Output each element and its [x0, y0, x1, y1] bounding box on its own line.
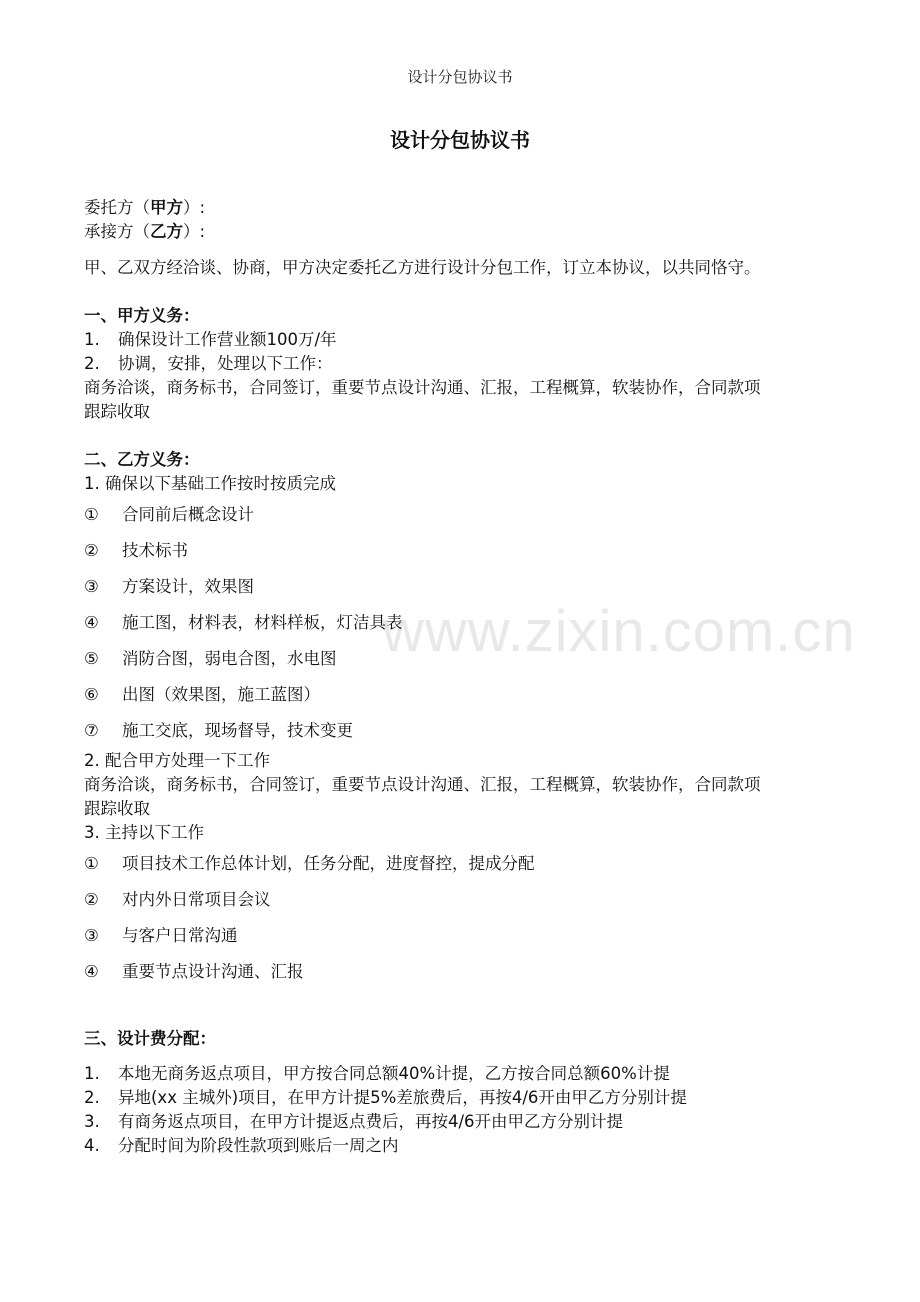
list-marker: ④	[84, 613, 99, 632]
section1-item	[84, 352, 333, 376]
item-number: 1.	[84, 330, 100, 349]
list-marker: ⑦	[84, 721, 99, 740]
list-text: 与客户日常沟通	[122, 926, 238, 945]
section3-item	[84, 1086, 687, 1110]
section2-paragraph-line: 跟踪收取	[84, 799, 150, 818]
list-marker: ④	[84, 962, 99, 981]
section2-subheading: 1. 确保以下基础工作按时按质完成	[84, 474, 336, 493]
section3-item	[84, 1134, 399, 1158]
section2-list-item	[84, 852, 535, 876]
list-text: 施工图，材料表，材料样板，灯洁具表	[122, 613, 403, 632]
list-text: 方案设计，效果图	[122, 577, 254, 596]
list-marker: ②	[84, 890, 99, 909]
list-marker: ③	[84, 577, 99, 596]
client-label: 甲方	[150, 198, 183, 217]
section2-list-item	[84, 503, 254, 527]
intro-paragraph: 甲、乙双方经洽谈、协商，甲方决定委托乙方进行设计分包工作，订立本协议，以共同恪守。	[84, 258, 761, 277]
section2-list-item	[84, 719, 353, 743]
item-text: 协调，安排，处理以下工作：	[118, 354, 333, 373]
contractor-party-line	[84, 220, 205, 244]
item-text: 分配时间为阶段性款项到账后一周之内	[118, 1136, 399, 1155]
list-text: 消防合图，弱电合图，水电图	[122, 649, 337, 668]
section2-list-item	[84, 539, 188, 563]
section3-item	[84, 1110, 623, 1134]
item-number: 1.	[84, 1064, 100, 1083]
item-number: 2.	[84, 1088, 100, 1107]
item-text: 本地无商务返点项目，甲方按合同总额40%计提，乙方按合同总额60%计提	[118, 1064, 670, 1083]
list-marker: ⑤	[84, 649, 99, 668]
list-marker: ③	[84, 926, 99, 945]
section1-heading: 一、甲方义务：	[84, 306, 200, 325]
watermark: www.zixin.com.cn	[382, 599, 856, 664]
section1-paragraph-line: 商务洽谈，商务标书，合同签订，重要节点设计沟通、汇报，工程概算，软装协作，合同款项	[84, 378, 761, 397]
section1-item	[84, 328, 337, 352]
item-number: 3.	[84, 1112, 100, 1131]
section2-heading: 二、乙方义务：	[84, 450, 200, 469]
list-text: 出图（效果图，施工蓝图）	[122, 685, 320, 704]
contractor-label: 乙方	[150, 222, 183, 241]
document-title: 设计分包协议书	[390, 128, 530, 152]
page-header: 设计分包协议书	[407, 68, 513, 86]
item-text: 异地(xx 主城外)项目，在甲方计提5%差旅费后，再按4/6开由甲乙方分别计提	[118, 1088, 687, 1107]
section2-list-item	[84, 575, 254, 599]
client-prefix: 委托方（	[84, 198, 150, 217]
list-text: 合同前后概念设计	[122, 505, 254, 524]
section2-list-item	[84, 924, 238, 948]
client-suffix: ）:	[183, 198, 206, 217]
list-marker: ①	[84, 854, 99, 873]
list-marker: ②	[84, 541, 99, 560]
contractor-prefix: 承接方（	[84, 222, 150, 241]
list-text: 项目技术工作总体计划，任务分配，进度督控，提成分配	[122, 854, 535, 873]
list-text: 施工交底，现场督导，技术变更	[122, 721, 353, 740]
section2-list-item	[84, 960, 304, 984]
item-text: 有商务返点项目，在甲方计提返点费后，再按4/6开由甲乙方分别计提	[118, 1112, 624, 1131]
item-text: 确保设计工作营业额100万/年	[118, 330, 337, 349]
client-party-line	[84, 196, 205, 220]
list-text: 对内外日常项目会议	[122, 890, 271, 909]
section2-list-item	[84, 683, 320, 707]
section2-subheading: 3. 主持以下工作	[84, 823, 204, 842]
section2-paragraph-line: 商务洽谈，商务标书，合同签订，重要节点设计沟通、汇报，工程概算，软装协作，合同款项	[84, 775, 761, 794]
list-text: 技术标书	[122, 541, 188, 560]
section3-item	[84, 1062, 670, 1086]
list-marker: ⑥	[84, 685, 99, 704]
list-marker: ①	[84, 505, 99, 524]
section2-list-item	[84, 611, 403, 635]
section2-list-item	[84, 647, 337, 671]
list-text: 重要节点设计沟通、汇报	[122, 962, 304, 981]
section2-subheading: 2. 配合甲方处理一下工作	[84, 751, 270, 770]
section3-heading: 三、设计费分配：	[84, 1029, 216, 1048]
contractor-suffix: ）:	[183, 222, 206, 241]
section2-list-item	[84, 888, 271, 912]
item-number: 2.	[84, 354, 100, 373]
item-number: 4.	[84, 1136, 100, 1155]
section1-paragraph-line: 跟踪收取	[84, 402, 150, 421]
